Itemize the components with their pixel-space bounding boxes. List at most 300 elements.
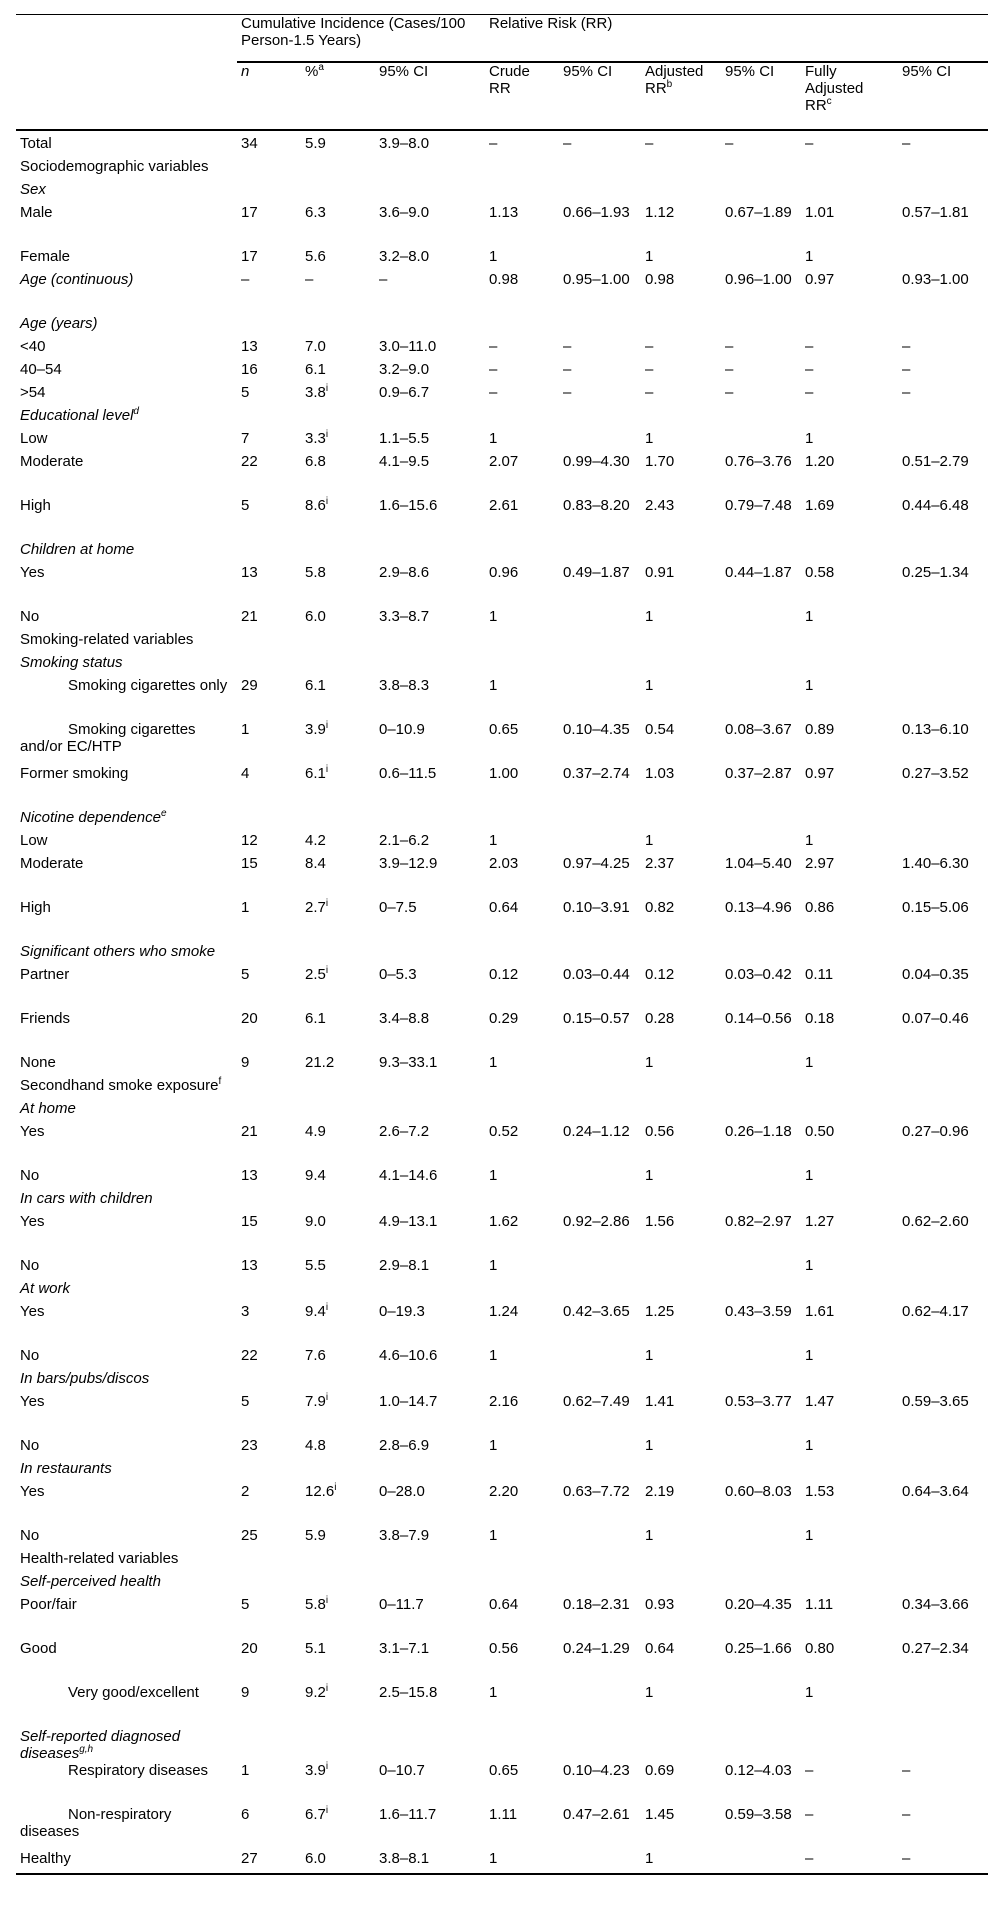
table-cell — [559, 1684, 641, 1728]
table-cell — [375, 158, 485, 181]
table-cell: 4.9–13.1 — [379, 1213, 438, 1230]
table-cell: 0.64–3.64 — [902, 1483, 969, 1500]
table-cell: 0.10–4.35 — [563, 721, 630, 738]
row-label: None — [20, 1054, 56, 1071]
table-cell: 3.0–11.0 — [379, 338, 437, 355]
table-cell — [898, 654, 988, 677]
table-cell: 34 — [241, 135, 258, 152]
table-cell — [721, 1550, 801, 1573]
table-cell — [721, 1460, 801, 1483]
table-cell — [641, 631, 721, 654]
table-cell: 1 — [805, 832, 814, 849]
table-cell: 21 — [241, 1123, 258, 1140]
row-label: At work — [20, 1280, 71, 1297]
table-cell: 13 — [241, 1167, 258, 1184]
table-cell: – — [305, 271, 314, 288]
table-cell: 3.1–7.1 — [379, 1640, 430, 1657]
table-cell: 0.66–1.93 — [563, 204, 630, 221]
table-row — [16, 855, 988, 899]
table-cell: 1.41 — [645, 1393, 675, 1410]
table-row — [16, 1527, 988, 1550]
table-cell — [801, 158, 898, 181]
table-cell: 13 — [241, 1257, 258, 1274]
table-cell: 1 — [645, 1347, 654, 1364]
table-cell: 0.12 — [489, 966, 519, 983]
table-cell: 1.01 — [805, 204, 835, 221]
table-cell — [721, 430, 801, 453]
table-row — [16, 1347, 988, 1370]
table-cell: 0–10.9 — [379, 721, 425, 738]
table-cell: 3.8–7.9 — [379, 1527, 430, 1544]
table-cell — [375, 943, 485, 966]
table-cell — [301, 407, 375, 430]
table-cell — [898, 1347, 988, 1370]
row-label: No — [20, 1437, 40, 1454]
table-cell — [375, 181, 485, 204]
table-cell — [559, 654, 641, 677]
table-cell — [559, 1460, 641, 1483]
table-cell — [721, 1077, 801, 1100]
table-cell: 0.91 — [645, 564, 675, 581]
table-row — [16, 966, 988, 1010]
table-cell: 0.52 — [489, 1123, 519, 1140]
table-row — [16, 1303, 988, 1347]
row-label: Self-perceived health — [20, 1573, 161, 1590]
table-cell — [641, 654, 721, 677]
table-cell — [898, 1728, 988, 1762]
table-row — [16, 832, 988, 855]
table-row — [16, 1762, 988, 1806]
table-row — [16, 1596, 988, 1640]
row-label: Moderate — [20, 453, 84, 470]
table-row — [16, 1728, 988, 1762]
table-cell — [375, 1728, 485, 1762]
table-cell: 5 — [241, 497, 250, 514]
table-cell: 2.7$^i$ — [305, 898, 329, 916]
row-label: Health-related variables — [20, 1550, 179, 1567]
table-cell — [801, 315, 898, 338]
table-cell: 0.62–4.17 — [902, 1303, 969, 1320]
table-cell: 1 — [489, 430, 498, 447]
table-cell — [641, 1728, 721, 1762]
table-cell — [375, 631, 485, 654]
table-cell — [641, 1077, 721, 1100]
table-row — [16, 204, 988, 248]
table-cell: 0.15–0.57 — [563, 1010, 630, 1027]
table-row — [16, 765, 988, 809]
table-row — [16, 1550, 988, 1573]
table-cell: 1 — [805, 1527, 814, 1544]
table-cell: 0.13–4.96 — [725, 899, 792, 916]
table-cell: 13 — [241, 564, 258, 581]
row-label: No — [20, 1527, 40, 1544]
table-cell — [641, 407, 721, 430]
table-cell: 13 — [241, 338, 258, 355]
table-cell — [801, 1460, 898, 1483]
row-label: Moderate — [20, 855, 84, 872]
table-cell: 0.67–1.89 — [725, 204, 792, 221]
table-cell: 2.5$^i$ — [305, 965, 329, 983]
table-cell — [485, 654, 559, 677]
results-table — [16, 14, 988, 1875]
table-cell — [559, 181, 641, 204]
table-cell: 1.03 — [645, 765, 675, 782]
table-row — [16, 1213, 988, 1257]
table-cell: 0.08–3.67 — [725, 721, 792, 738]
row-label: No — [20, 1347, 40, 1364]
table-cell — [559, 1077, 641, 1100]
table-row — [16, 315, 988, 338]
table-row — [16, 721, 988, 765]
table-cell: 3.4–8.8 — [379, 1010, 430, 1027]
table-cell: 1 — [645, 1437, 654, 1454]
table-cell: 0.34–3.66 — [902, 1596, 969, 1613]
table-cell: 4.6–10.6 — [379, 1347, 438, 1364]
row-label: >54 — [20, 384, 46, 401]
table-cell — [375, 1370, 485, 1393]
table-cell: 6.7$^i$ — [305, 1805, 329, 1823]
table-cell — [559, 608, 641, 631]
table-cell — [237, 631, 301, 654]
table-cell: 0–11.7 — [379, 1596, 424, 1613]
row-label: No — [20, 1257, 40, 1274]
table-cell: 0–19.3 — [379, 1303, 425, 1320]
table-row — [16, 407, 988, 430]
table-cell: – — [563, 338, 572, 355]
table-cell — [898, 608, 988, 631]
table-cell — [641, 181, 721, 204]
table-cell: 0.25–1.66 — [725, 1640, 792, 1657]
table-cell — [721, 1573, 801, 1596]
row-label: High — [20, 899, 51, 916]
table-cell — [721, 608, 801, 631]
table-cell — [898, 541, 988, 564]
table-cell: 1 — [645, 608, 654, 625]
table-cell — [559, 677, 641, 721]
header-group-rr: Relative Risk (RR) — [485, 15, 988, 62]
table-cell — [898, 1100, 988, 1123]
table-cell: 0.64 — [489, 1596, 519, 1613]
table-cell: 0.51–2.79 — [902, 453, 969, 470]
table-cell — [237, 654, 301, 677]
row-label: No — [20, 1167, 40, 1184]
table-cell: 5.9 — [305, 135, 326, 152]
table-cell — [559, 1347, 641, 1370]
table-cell: 1.00 — [489, 765, 519, 782]
row-label: 40–54 — [20, 361, 62, 378]
table-cell — [721, 1100, 801, 1123]
table-cell — [801, 654, 898, 677]
table-cell — [559, 1257, 641, 1280]
table-cell — [801, 631, 898, 654]
table-cell: – — [489, 338, 498, 355]
row-label: Yes — [20, 1303, 45, 1320]
table-cell — [721, 631, 801, 654]
table-row — [16, 1010, 988, 1054]
table-cell: 9 — [241, 1684, 250, 1701]
table-cell — [301, 1370, 375, 1393]
table-cell: 0.58 — [805, 564, 835, 581]
table-cell: 1 — [241, 1762, 250, 1779]
table-cell: 9.4$^i$ — [305, 1302, 329, 1320]
table-cell — [721, 1684, 801, 1728]
table-cell: 9.3–33.1 — [379, 1054, 438, 1071]
table-cell — [801, 541, 898, 564]
table-cell: – — [725, 338, 734, 355]
table-cell — [559, 1370, 641, 1393]
table-cell — [375, 809, 485, 832]
table-cell — [801, 1077, 898, 1100]
header-group-incidence: Cumulative Incidence (Cases/100 Person-1.5 Years) — [237, 15, 485, 62]
row-label: Age (years) — [20, 315, 98, 332]
table-row — [16, 1167, 988, 1190]
table-cell: 1 — [489, 1054, 498, 1071]
table-cell: 1 — [489, 608, 498, 625]
table-cell: 0.82 — [645, 899, 675, 916]
table-cell: 1 — [645, 1684, 654, 1701]
column-header: Crude RR — [485, 62, 559, 130]
table-cell: 1.12 — [645, 204, 675, 221]
column-header: %$^a$ — [301, 62, 375, 130]
table-cell — [898, 631, 988, 654]
column-header: 95% CI — [721, 62, 801, 130]
table-cell: 0.93–1.00 — [902, 271, 969, 288]
table-cell: 0.18–2.31 — [563, 1596, 630, 1613]
row-label: <40 — [20, 338, 46, 355]
table-cell — [375, 407, 485, 430]
table-cell: – — [725, 384, 734, 401]
row-label: In cars with children — [20, 1190, 153, 1207]
table-cell — [721, 1728, 801, 1762]
table-cell: 0–5.3 — [379, 966, 417, 983]
table-cell: 0.11 — [805, 966, 834, 983]
table-cell: – — [645, 384, 654, 401]
table-cell: 2.20 — [489, 1483, 519, 1500]
table-cell — [301, 1460, 375, 1483]
table-cell: – — [645, 338, 654, 355]
table-cell: 6.0 — [301, 1850, 375, 1874]
table-cell: 1 — [645, 430, 654, 447]
table-cell: 1 — [489, 1257, 498, 1274]
table-cell: 6.8 — [305, 453, 326, 470]
table-cell: – — [805, 1762, 814, 1779]
row-label: Yes — [20, 1213, 45, 1230]
table-cell — [801, 1573, 898, 1596]
table-cell — [301, 1573, 375, 1596]
table-cell: – — [902, 361, 911, 378]
table-cell: 0.97 — [805, 765, 835, 782]
table-cell: 1.11 — [489, 1806, 518, 1823]
table-cell: 15 — [241, 855, 258, 872]
table-cell: 0.93 — [645, 1596, 675, 1613]
table-cell — [559, 832, 641, 855]
table-cell — [237, 1190, 301, 1213]
table-cell — [375, 1573, 485, 1596]
table-cell — [237, 158, 301, 181]
table-row — [16, 338, 988, 361]
row-label: Male — [20, 204, 53, 221]
table-cell: 1 — [805, 1684, 814, 1701]
table-cell: 1.53 — [805, 1483, 835, 1500]
table-row — [16, 1850, 988, 1874]
table-cell — [237, 1728, 301, 1762]
table-row — [16, 1123, 988, 1167]
table-cell: 3.9–12.9 — [379, 855, 438, 872]
table-cell: 0.10–4.23 — [563, 1762, 630, 1779]
table-cell — [641, 315, 721, 338]
table-cell — [898, 809, 988, 832]
table-cell: 0.76–3.76 — [725, 453, 792, 470]
table-cell — [237, 1280, 301, 1303]
table-cell — [898, 315, 988, 338]
table-cell: 0.24–1.29 — [563, 1640, 630, 1657]
table-cell — [898, 1167, 988, 1190]
table-row — [16, 1684, 988, 1728]
table-cell — [375, 1460, 485, 1483]
table-cell: 1 — [645, 677, 654, 694]
table-cell — [641, 1100, 721, 1123]
table-row — [16, 1640, 988, 1684]
table-cell: 1 — [489, 1527, 498, 1544]
table-cell — [237, 181, 301, 204]
table-cell — [237, 809, 301, 832]
row-label: Partner — [20, 966, 70, 983]
table-cell: 5.9 — [305, 1527, 326, 1544]
table-cell — [641, 1573, 721, 1596]
column-header: 95% CI — [375, 62, 485, 130]
table-cell: 2.6–7.2 — [379, 1123, 430, 1140]
table-cell — [559, 1054, 641, 1077]
table-cell: 0.04–0.35 — [902, 966, 969, 983]
table-cell — [898, 1257, 988, 1280]
table-cell: – — [801, 1850, 898, 1874]
table-cell: 7.6 — [305, 1347, 326, 1364]
table-cell: 1.6–15.6 — [379, 497, 438, 514]
table-cell — [641, 1460, 721, 1483]
table-cell: 2.5–15.8 — [379, 1684, 438, 1701]
table-cell: 6.1 — [305, 677, 326, 694]
column-header: 95% CI — [898, 62, 988, 130]
table-cell: 3.6–9.0 — [379, 204, 430, 221]
table-cell — [721, 315, 801, 338]
table-row — [16, 809, 988, 832]
table-cell: 6.1$^i$ — [305, 764, 329, 782]
table-cell: 0.96 — [489, 564, 519, 581]
table-cell — [721, 407, 801, 430]
table-cell: 1.0–14.7 — [379, 1393, 438, 1410]
table-cell — [898, 181, 988, 204]
row-label: Yes — [20, 1393, 45, 1410]
table-cell: 1 — [645, 1054, 654, 1071]
table-cell: 5.1 — [305, 1640, 326, 1657]
table-row — [16, 564, 988, 608]
table-cell — [485, 1573, 559, 1596]
table-cell: 0.07–0.46 — [902, 1010, 969, 1027]
table-cell: 0.59–3.65 — [902, 1393, 969, 1410]
table-cell: 6.1 — [305, 361, 326, 378]
row-label: Yes — [20, 564, 45, 581]
table-cell: 0.95–1.00 — [563, 271, 630, 288]
table-cell: 2.1–6.2 — [379, 832, 430, 849]
table-cell: 0.60–8.03 — [725, 1483, 792, 1500]
table-cell — [237, 407, 301, 430]
table-cell — [898, 1527, 988, 1550]
table-cell — [721, 832, 801, 855]
table-cell — [559, 1573, 641, 1596]
table-cell — [301, 1100, 375, 1123]
table-cell: 0.18 — [805, 1010, 835, 1027]
table-cell: 1 — [485, 1850, 559, 1874]
row-label: Low — [20, 430, 48, 447]
table-cell — [801, 1280, 898, 1303]
table-cell — [801, 1100, 898, 1123]
table-cell: 0.63–7.72 — [563, 1483, 630, 1500]
table-row — [16, 631, 988, 654]
row-label: Low — [20, 832, 48, 849]
table-row — [16, 1393, 988, 1437]
table-cell: 1.62 — [489, 1213, 519, 1230]
table-cell: 2.16 — [489, 1393, 519, 1410]
table-cell: 12 — [241, 832, 258, 849]
table-cell: 0.96–1.00 — [725, 271, 792, 288]
table-cell: 7 — [241, 430, 250, 447]
table-cell: 1.04–5.40 — [725, 855, 792, 872]
table-cell — [721, 541, 801, 564]
table-cell — [559, 1728, 641, 1762]
table-row — [16, 361, 988, 384]
table-cell: 1.13 — [489, 204, 519, 221]
table-cell — [641, 809, 721, 832]
table-cell: 6.0 — [305, 608, 326, 625]
table-cell: 0.12–4.03 — [725, 1762, 792, 1779]
table-cell — [721, 943, 801, 966]
table-cell — [301, 1190, 375, 1213]
table-cell — [237, 315, 301, 338]
table-cell — [485, 1370, 559, 1393]
table-cell — [721, 1257, 801, 1280]
table-cell — [898, 1684, 988, 1728]
table-cell: 12.6$^i$ — [305, 1482, 337, 1500]
table-cell: 2.37 — [645, 855, 675, 872]
table-cell: 3.2–9.0 — [379, 361, 430, 378]
table-cell: 2.8–6.9 — [379, 1437, 430, 1454]
table-cell: – — [805, 384, 814, 401]
table-cell: – — [805, 338, 814, 355]
table-row — [16, 497, 988, 541]
table-row — [16, 271, 988, 315]
table-cell: 0.26–1.18 — [725, 1123, 792, 1140]
table-cell — [559, 1527, 641, 1550]
table-row — [16, 654, 988, 677]
table-cell — [237, 1370, 301, 1393]
table-cell — [485, 181, 559, 204]
table-cell: 0.13–6.10 — [902, 721, 969, 738]
table-cell — [375, 541, 485, 564]
table-row — [16, 1573, 988, 1596]
table-cell: 9.4 — [305, 1167, 326, 1184]
table-row — [16, 1437, 988, 1460]
table-cell: 0.80 — [805, 1640, 835, 1657]
table-cell: – — [805, 1806, 814, 1823]
table-cell: 2 — [241, 1483, 250, 1500]
table-cell — [641, 541, 721, 564]
table-cell: 3.9$^i$ — [305, 720, 329, 738]
table-cell — [801, 1370, 898, 1393]
table-cell: 1 — [805, 1167, 814, 1184]
table-cell — [898, 677, 988, 721]
table-cell: 0.57–1.81 — [902, 204, 969, 221]
table-cell: 0.59–3.58 — [725, 1806, 792, 1823]
